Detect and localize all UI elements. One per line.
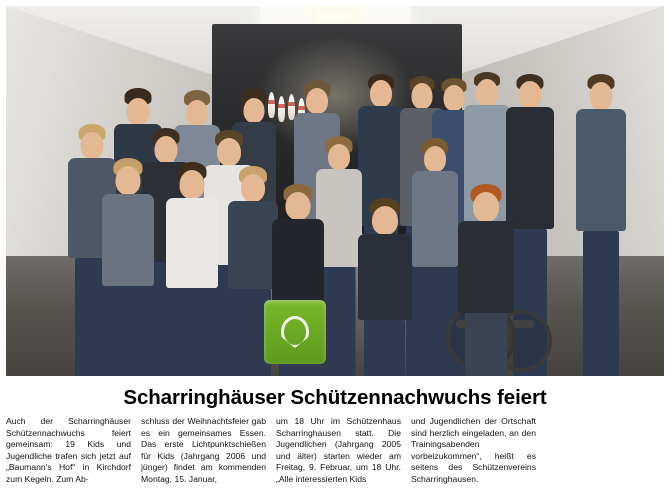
article-column-4 — [411, 416, 536, 486]
article-body — [6, 416, 664, 486]
person-figure — [166, 164, 218, 376]
article-column-3 — [276, 416, 401, 486]
ceiling-lamp-icon — [318, 12, 352, 22]
green-bowling-case-icon — [264, 300, 326, 364]
person-figure-wheelchair-user — [458, 186, 514, 376]
article-paragraph: um 18 Uhr im Schützenhaus Scharringhausen statt. Die Jugendlichen (Jahrgang 2005 und älter) starten wieder am Freitag, 9. Februar, um 18 Uhr. „Alle interessierten Kids — [276, 416, 401, 484]
person-figure — [576, 76, 626, 376]
article-paragraph: und Jugendlichen der Ortschaft sind herzlich eingeladen, an den Trainingsabenden vorbeizukommen“, heißt es seitens des Schützenvereins Scharringhausen. — [411, 416, 536, 484]
group-photo — [6, 6, 664, 376]
page-title: Scharringhäuser Schützennachwuchs feiert — [123, 386, 547, 409]
article-paragraph: Auch der Scharringhäuser Schützennachwuchs feiert gemeinsam: 19 Kids und Jugendliche trafen sich jetzt auf „Baumann's Hof“ in Kirchdorf zum Kegeln. Zum Ab- — [6, 416, 131, 484]
article-column-2 — [141, 416, 266, 486]
article-paragraph: schluss der Weihnachtsfeier gab es ein gemeinsames Essen. Das erste Lichtpunktschießen für Kids (Jahrgang 2006 und jünger) findet am kommenden Montag, 15. Januar, — [141, 416, 266, 484]
article-column-1 — [6, 416, 131, 486]
person-figure — [102, 160, 154, 376]
bowling-pins-icon — [278, 96, 285, 122]
photo-scene — [6, 6, 664, 376]
person-figure — [358, 200, 412, 376]
